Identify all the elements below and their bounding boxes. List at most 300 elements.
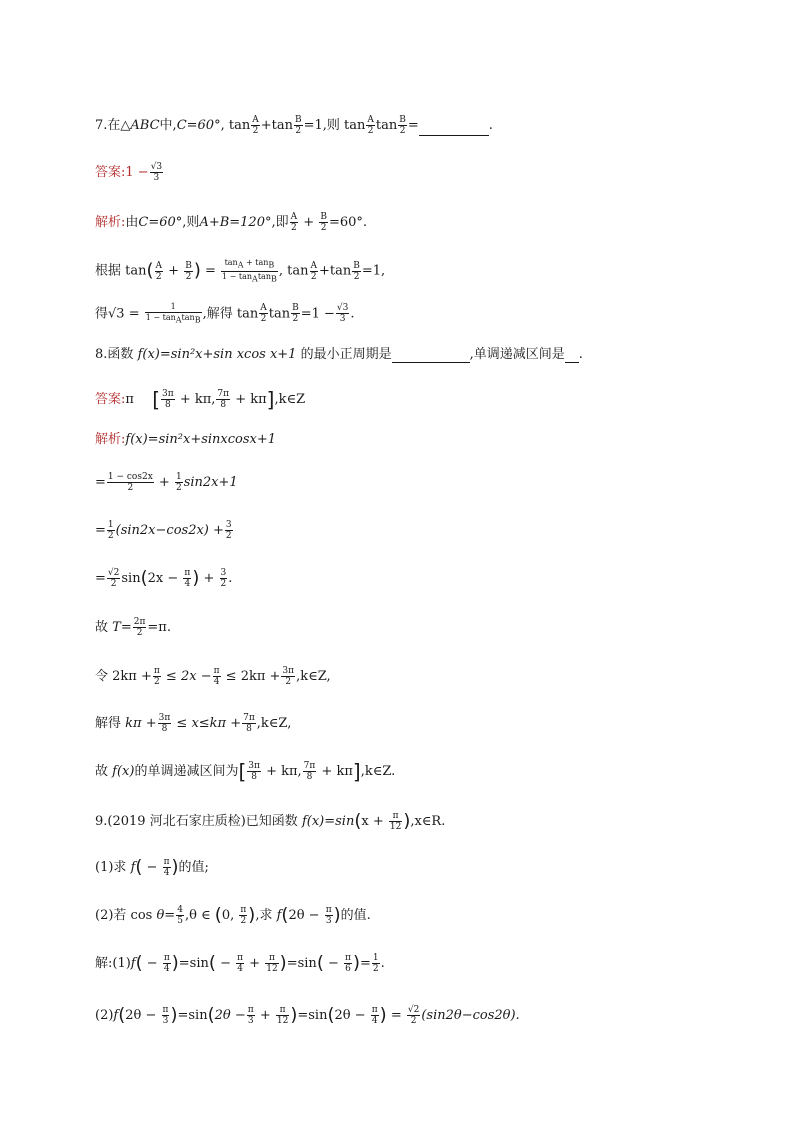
frac-num: B [294,115,302,125]
q9-text: θ= [156,908,176,923]
frac-den: 5 [177,916,183,926]
frac [276,1005,289,1026]
sol-text: ,k∈Z, [256,716,292,731]
frac-den: 8 [164,400,171,410]
frac-den: 8 [161,724,168,734]
solution-8-line-4 [95,568,232,589]
sol-text: C=60° [138,215,183,230]
frac-den: 2 [291,223,297,233]
frac-den: 2 [107,531,114,541]
q8-number: 8. [95,347,108,362]
solution-7-line-2 [95,258,385,284]
frac-den: 6 [345,964,351,974]
sol-text: 根据 tan [95,263,147,279]
frac [265,953,278,974]
answer-text: π [125,392,134,407]
frac [162,1005,170,1026]
sol-text: =1 − [300,306,335,322]
frac-num: π [325,905,332,915]
paren-left: ( [146,260,154,282]
frac-den: 2 [252,126,259,136]
sol-text: f [113,1008,119,1023]
q7-tan: tan [329,263,352,279]
equals: = [386,1008,406,1023]
paren-left: ( [281,904,289,926]
q7-tan: tan [287,263,309,279]
sol-text: − [146,956,158,971]
q9-text: 已知函数 [245,814,298,829]
frac-num [221,258,278,272]
plus: + [158,475,170,490]
q7-text: = [407,118,419,133]
q8-text: 的最小正周期是 [300,347,392,362]
sol-text: f [130,956,136,971]
question-7 [95,115,493,136]
q7-tan: tan [228,118,251,133]
sol-text: kπ + [125,716,157,731]
q9-text: 0, [221,908,235,923]
plus: + [203,571,215,586]
sol-text: ≤ [221,669,241,684]
sub-b: B [268,260,275,270]
sol-text: =60° [328,215,363,230]
sol-text: sin [121,571,141,586]
answer-7 [95,162,164,183]
q7-plus: + [260,118,272,133]
sol-text: (sin2x−cos2x) + [115,523,224,538]
frac-num: π [265,953,278,964]
frac-den: 2 [220,579,227,589]
q9-text: ,x∈R. [410,814,446,829]
frac-den: 8 [220,400,227,410]
solution-8-line-2 [95,472,238,493]
sub-b: B [270,274,277,284]
q9-source: (2019 河北石家庄质检) [107,814,246,829]
frac-den: 2 [110,579,117,589]
answer-label: 答案: [95,392,126,407]
frac-num: A [252,115,259,125]
frac [161,389,175,410]
equals: = [95,475,106,490]
paren-left: ( [354,810,362,832]
frac-den-text: tan [181,313,195,322]
sol-text: = [359,956,371,971]
sol-text: ≤ [161,669,181,684]
plus: + [246,258,253,267]
frac [153,666,161,687]
frac [163,953,171,974]
sol-text: 2θ − [334,1008,366,1023]
frac-den-text: 1 − tan [222,271,253,281]
paren-right: ) [248,904,256,926]
frac-num: √3 [150,162,163,172]
frac-num: A [310,260,317,271]
bracket-right: ] [266,387,275,412]
frac [407,1005,420,1026]
frac [247,761,261,782]
sol-text: 故 [95,620,109,635]
bracket-left: [ [152,387,161,412]
frac-num: 3π [162,389,174,399]
frac-num: 4 [177,905,183,915]
paren-right: ) [192,567,200,589]
frac [133,617,147,638]
sol-text: √3 [108,306,125,322]
answer-blank [392,350,470,363]
bracket-right: ] [352,759,361,784]
q7-tan: tan [375,118,398,133]
frac-num: A [260,303,267,314]
frac-num: π [163,857,170,867]
frac-den: 12 [389,822,402,832]
frac-num: π [163,953,170,963]
frac-den: 2 [285,677,292,687]
frac-num: A [367,115,374,125]
frac-num: A [155,260,163,271]
frac-num: 7π [217,389,230,399]
sol-text: − [327,956,339,971]
frac-den: 2 [136,628,143,638]
frac-b2 [352,261,361,282]
frac-den: 8 [251,772,257,782]
paren-left: ( [214,904,222,926]
frac-num: √2 [107,568,120,578]
frac-den: 8 [306,772,313,782]
sol-text: + kπ, [266,764,302,779]
answer-blank [565,350,579,363]
q7-number: 7. [95,118,108,133]
frac-num: 1 [107,520,114,530]
frac-num: π [184,568,191,578]
sol-text: , [278,263,283,279]
frac-num: 3π [282,666,295,676]
solution-8-line-1 [95,432,276,448]
sol-text: 的单调递减区间为 [134,764,239,779]
frac-num: π [162,1005,169,1015]
paren-left: ( [207,1004,215,1026]
frac-den: 2 [410,1016,417,1026]
frac [247,1005,255,1026]
frac-num-text: tan [224,258,238,267]
frac [107,568,120,589]
answer-8 [95,389,305,410]
q9-text: − [146,860,158,875]
sol-text: ,则 [182,215,200,230]
q9-text: 的值. [340,908,371,923]
q9-text: 的值; [178,860,209,875]
frac-num: 1 [372,953,379,963]
solution-8-line-3 [95,520,234,541]
frac-num: B [399,115,406,125]
sol-text: 2θ − [214,1008,246,1023]
frac-num: π [371,1005,378,1015]
frac [158,713,172,734]
frac-1-over [145,302,202,326]
frac-num: π [237,953,244,963]
question-8 [95,347,583,363]
plus: + [319,263,330,279]
sol-text: 故 [95,764,109,779]
paren-right: ) [170,1004,178,1026]
sub-a: A [252,274,258,284]
frac-den: 2 [353,271,360,282]
frac-den: 4 [371,1016,378,1026]
q7-tan: tan [236,306,259,322]
frac-den: 3 [162,1016,169,1026]
q7-frac-a [366,115,375,136]
solution-8-period [95,617,171,638]
frac-num: 1 [145,302,202,313]
frac-num: 7π [243,713,255,723]
sub-a: A [237,260,244,270]
sol-text: 由 [125,215,139,230]
equals: = [95,571,106,586]
frac-den: 2 [310,271,317,282]
frac [325,905,333,926]
frac-b2 [184,261,193,282]
sol-text: f(x) [112,764,135,779]
frac-a2 [310,261,319,282]
frac-num: π [240,905,247,915]
frac [242,713,256,734]
analysis-label: 解析: [95,432,126,447]
frac-num: √2 [407,1005,420,1015]
q7-tan: tan [268,306,291,322]
frac [236,953,244,974]
frac-den: 3 [247,1016,254,1026]
answer-text: + kπ [235,392,267,407]
sol-text: =sin [297,1008,328,1023]
sub-b: B [194,315,201,325]
sol-text: 2kπ + [240,669,281,684]
frac-den: 3 [325,916,332,926]
sol-text: 2x − [147,571,179,586]
frac-den-text: 1 − tan [145,313,176,322]
frac-den: 2 [153,677,160,687]
sol-text: ,即 [271,215,289,230]
frac-num: 1 [175,472,182,482]
q7-frac-b [294,115,303,136]
answer-frac [150,162,163,183]
frac [281,666,295,687]
q9-text: 2θ − [288,908,320,923]
q8-function: f(x)=sin²x+sin xcos x+1 [137,347,297,362]
paren-right: ) [333,904,341,926]
question-9-part-1 [95,857,209,878]
frac-num: √3 [336,303,349,314]
frac-num: B [353,260,360,271]
question-9-part-2 [95,905,371,926]
answer-blank [419,123,489,136]
frac-num: B [320,212,327,222]
q7-frac-a [251,115,260,136]
frac [225,520,233,541]
q7-frac-b [398,115,407,136]
sol-text: ,k∈Z. [360,764,396,779]
sol-text: ≤ [172,716,192,731]
frac-den: 3 [153,173,160,183]
tan-sum-frac [221,258,278,284]
q7-triangle: ABC [130,118,160,133]
frac-sqrt3-3 [336,303,349,324]
frac [372,953,380,974]
frac [344,953,352,974]
q7-text: , [220,118,225,133]
solution-8-conclusion [95,761,395,782]
answer-text: ,k∈Z [274,392,306,407]
frac-den: 4 [163,868,170,878]
sol-text: f(x)=sin²x+sinxcosx+1 [125,432,277,447]
frac [303,761,317,782]
q7-text: 在△ [107,118,131,133]
frac [371,1005,379,1026]
analysis-label: 解析: [95,215,126,230]
sol-text: ,k∈Z, [296,669,331,684]
frac-a2 [259,303,268,324]
sol-text: . [380,956,385,971]
frac-num: π [276,1005,289,1016]
sol-text: (sin2θ−cos2θ). [421,1008,520,1023]
paren-right: ) [171,952,179,974]
frac-den: 2 [260,314,267,325]
sol-text: 令 2kπ + [95,669,152,684]
solution-7-line-3 [95,302,355,326]
frac-num: π [345,953,351,963]
frac-num: π [213,666,220,676]
frac-den: 3 [339,314,346,325]
paren-right: ) [290,1004,298,1026]
q7-tan: tan [271,118,293,133]
frac-num: 2π [133,617,146,627]
sol-text: x≤kπ + [191,716,242,731]
frac-den: 2 [292,314,299,325]
q9-text: x + [361,814,384,829]
frac-b2 [319,212,328,233]
sol-text: =sin [177,1008,208,1023]
solution-9-part-2 [95,1005,520,1026]
solution-8-solve [95,713,291,734]
frac-den: 4 [213,677,220,687]
q9-number: 9. [95,814,108,829]
frac-num: 3π [248,761,260,771]
sol-text: ,解得 [202,306,233,322]
frac [176,905,184,926]
frac-num: 3π [158,713,171,723]
frac-den: 2 [399,126,406,136]
plus: + [249,956,261,971]
paren-left: ( [140,567,148,589]
q8-text: . [578,347,583,362]
sol-text: T [112,620,121,635]
q8-text: ,单调递减区间是 [469,347,565,362]
frac-num: 1 − cos2x [107,472,153,482]
q7-condition: C=60° [176,118,221,133]
solution-7-line-1 [95,212,367,233]
frac-den: 2 [225,531,232,541]
frac-den: 2 [185,271,192,282]
paren-left: ( [135,856,143,878]
q9-text: f [130,860,136,875]
question-9 [95,811,445,832]
answer-text: 1 − [125,165,149,180]
paren-right: ) [403,810,411,832]
frac-den [221,272,278,285]
frac-den: 12 [276,1016,289,1026]
sol-text: 2θ − [125,1008,157,1023]
frac [220,568,228,589]
frac [216,389,230,410]
sub-a: A [175,315,182,325]
frac-num: A [290,212,298,222]
q7-tan: tan [344,118,366,133]
frac-den: 2 [155,271,162,282]
q9-text: ,θ ∈ [184,908,211,923]
sol-text: . [362,215,368,230]
sol-text: sin2x+1 [183,475,238,490]
q7-text: 中, [159,118,177,133]
frac [239,905,247,926]
frac [175,472,183,493]
paren-right: ) [171,856,179,878]
equals: = [95,523,106,538]
paren-left: ( [135,952,143,974]
frac-den [145,313,202,326]
frac-den: 2 [367,126,374,136]
plus: + [259,1008,271,1023]
frac [107,472,154,493]
frac-num: B [185,260,192,271]
sol-text: 解得 [95,716,122,731]
paren-right: ) [279,952,287,974]
answer-label: 答案: [95,165,126,180]
frac-den: 2 [295,126,302,136]
plus: + [303,215,315,230]
sol-text: 得 [95,306,109,322]
paren-right: ) [379,1004,387,1026]
frac-den: 4 [184,579,191,589]
sol-text: . [228,571,233,586]
paren-left: ( [327,1004,335,1026]
sol-text: 解:(1) [95,956,131,971]
frac-num: π [247,1005,254,1015]
q9-text: (2)若 cos [95,908,153,923]
frac [183,568,191,589]
q8-text: 函数 [107,347,134,362]
frac-num: π [153,666,160,676]
sol-text: + kπ [321,764,353,779]
q9-text: ,求 [255,908,273,923]
frac [389,811,402,832]
paren-right: ) [193,260,201,282]
frac-num: B [292,303,299,314]
frac-den: 4 [163,964,170,974]
frac-den: 2 [320,223,327,233]
bracket-left: [ [238,759,247,784]
sol-text: − [220,956,231,971]
sol-text: 2x − [180,669,212,684]
q9-text: f [276,908,282,923]
q7-text: =1,则 [303,118,340,133]
frac-b2 [291,303,300,324]
frac-num-text: tan [255,258,269,267]
paren-right: ) [352,952,360,974]
paren-left: ( [118,1004,126,1026]
sol-text: =π. [147,620,171,635]
answer-text: + kπ, [179,392,216,407]
frac-den: 8 [246,724,252,734]
equals: = [200,263,221,279]
sol-text: =1, [361,263,386,279]
